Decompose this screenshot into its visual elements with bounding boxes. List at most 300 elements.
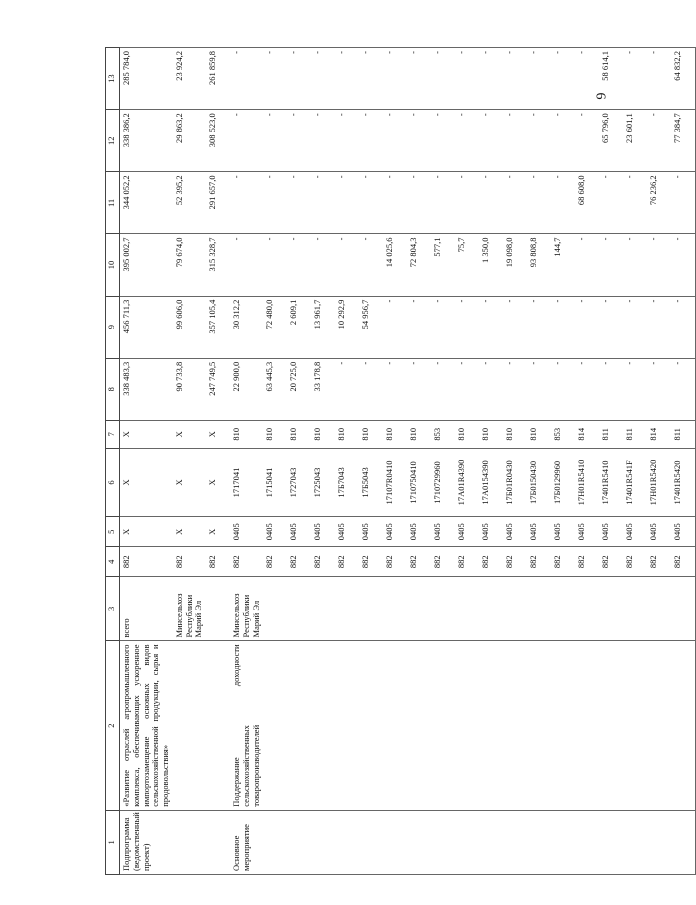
table-cell: 882 <box>455 547 479 577</box>
table-cell <box>383 641 407 810</box>
table-cell: 0405 <box>575 517 599 547</box>
table-cell <box>263 810 287 874</box>
table-cell: - <box>455 48 479 110</box>
rotated-page <box>105 47 683 875</box>
table-cell: 10 292,9 <box>335 296 359 358</box>
table-cell: - <box>551 172 575 234</box>
table-cell: 811 <box>623 420 647 448</box>
table-cell: 456 711,3 <box>120 296 173 358</box>
budget-table <box>105 47 696 875</box>
table-cell: Поддержание доходности сельскохозяйственных товаропроизводителей <box>230 641 263 810</box>
table-cell: - <box>335 48 359 110</box>
table-cell <box>383 810 407 874</box>
table-cell <box>311 810 335 874</box>
table-cell: - <box>575 110 599 172</box>
table-cell <box>407 810 431 874</box>
table-row <box>287 48 311 875</box>
table-cell: - <box>647 48 671 110</box>
table-cell: - <box>623 172 647 234</box>
table-cell: 17Б0150430 <box>527 448 551 517</box>
table-cell: 882 <box>503 547 527 577</box>
table-cell <box>173 810 206 874</box>
table-cell: 882 <box>206 547 230 577</box>
table-row <box>359 48 383 875</box>
table-cell: 247 749,5 <box>206 358 230 420</box>
table-cell: 0405 <box>359 517 383 547</box>
table-cell: 1717041 <box>230 448 263 517</box>
table-cell: - <box>287 48 311 110</box>
table-cell: 17107R0410 <box>383 448 407 517</box>
table-cell <box>551 577 575 641</box>
table-cell: 90 733,8 <box>173 358 206 420</box>
table-row <box>671 48 696 875</box>
table-cell <box>671 810 696 874</box>
table-cell: - <box>671 296 696 358</box>
table-row <box>335 48 359 875</box>
table-cell: - <box>623 48 647 110</box>
table-cell <box>503 810 527 874</box>
table-cell <box>263 577 287 641</box>
table-cell: - <box>503 172 527 234</box>
table-cell: - <box>551 296 575 358</box>
column-header: 11 <box>106 172 120 234</box>
table-cell: 853 <box>431 420 455 448</box>
table-cell: - <box>383 48 407 110</box>
table-row <box>575 48 599 875</box>
table-cell: 0405 <box>455 517 479 547</box>
table-cell: - <box>527 172 551 234</box>
table-cell: 33 178,8 <box>311 358 335 420</box>
table-cell: - <box>551 110 575 172</box>
table-cell: 810 <box>263 420 287 448</box>
table-cell <box>647 577 671 641</box>
table-cell <box>335 810 359 874</box>
table-cell: - <box>671 172 696 234</box>
table-cell <box>527 577 551 641</box>
table-cell: - <box>623 358 647 420</box>
table-cell: - <box>455 358 479 420</box>
table-cell: - <box>335 172 359 234</box>
table-cell: - <box>599 234 623 296</box>
column-header: 12 <box>106 110 120 172</box>
table-row <box>383 48 407 875</box>
table-cell: 810 <box>407 420 431 448</box>
table-cell <box>455 810 479 874</box>
table-cell: 13 961,7 <box>311 296 335 358</box>
table-cell <box>287 810 311 874</box>
table-cell <box>599 810 623 874</box>
table-cell: 315 328,7 <box>206 234 230 296</box>
table-cell: - <box>479 358 503 420</box>
table-cell <box>311 577 335 641</box>
table-cell: 810 <box>479 420 503 448</box>
table-cell: 0405 <box>335 517 359 547</box>
table-cell <box>623 641 647 810</box>
table-row <box>206 48 230 875</box>
table-cell: 17401R5420 <box>671 448 696 517</box>
table-cell: - <box>455 110 479 172</box>
table-cell: 811 <box>671 420 696 448</box>
table-cell: X <box>120 448 173 517</box>
table-cell: - <box>263 172 287 234</box>
table-cell: - <box>359 234 383 296</box>
table-cell: 291 657,0 <box>206 172 230 234</box>
table-cell: 882 <box>671 547 696 577</box>
table-cell <box>455 641 479 810</box>
table-row <box>230 48 263 875</box>
table-cell: 882 <box>479 547 503 577</box>
table-cell: 72 804,3 <box>407 234 431 296</box>
table-cell: - <box>359 358 383 420</box>
table-cell: X <box>173 420 206 448</box>
table-cell: 17Б5043 <box>359 448 383 517</box>
table-cell: X <box>173 448 206 517</box>
table-cell: 17А01R4390 <box>455 448 479 517</box>
table-cell: - <box>287 234 311 296</box>
table-cell: Подпрограмма (ведомственный проект) <box>120 810 173 874</box>
table-cell: 344 052,2 <box>120 172 173 234</box>
table-cell: 63 445,3 <box>263 358 287 420</box>
table-cell: 338 386,2 <box>120 110 173 172</box>
table-cell: - <box>647 358 671 420</box>
table-cell <box>407 577 431 641</box>
table-cell: - <box>383 296 407 358</box>
table-cell: - <box>359 110 383 172</box>
table-cell: 0405 <box>623 517 647 547</box>
table-cell <box>206 641 230 810</box>
table-cell: 0405 <box>647 517 671 547</box>
table-cell: - <box>311 234 335 296</box>
table-cell <box>599 641 623 810</box>
table-cell <box>551 810 575 874</box>
table-cell: 54 956,7 <box>359 296 383 358</box>
table-cell <box>431 810 455 874</box>
table-cell: - <box>335 110 359 172</box>
table-cell: 810 <box>359 420 383 448</box>
table-cell: - <box>527 110 551 172</box>
table-cell: - <box>575 296 599 358</box>
table-cell <box>407 641 431 810</box>
table-cell: Минсельхоз Республики Марий Эл <box>173 577 206 641</box>
table-cell <box>359 641 383 810</box>
table-cell: 0405 <box>230 517 263 547</box>
table-row <box>431 48 455 875</box>
table-cell: - <box>263 48 287 110</box>
table-cell: 0405 <box>383 517 407 547</box>
table-cell: 308 523,0 <box>206 110 230 172</box>
table-cell: 77 384,7 <box>671 110 696 172</box>
table-cell: - <box>407 110 431 172</box>
table-cell: - <box>551 48 575 110</box>
table-cell: X <box>173 517 206 547</box>
table-cell: 29 863,2 <box>173 110 206 172</box>
table-cell: 882 <box>359 547 383 577</box>
table-cell: 810 <box>311 420 335 448</box>
table-cell: 882 <box>383 547 407 577</box>
table-cell: - <box>527 296 551 358</box>
table-row <box>173 48 206 875</box>
table-cell: 882 <box>575 547 599 577</box>
table-cell: - <box>599 296 623 358</box>
table-cell: - <box>335 358 359 420</box>
table-cell: - <box>623 234 647 296</box>
table-cell <box>503 641 527 810</box>
table-row <box>647 48 671 875</box>
table-cell: 882 <box>599 547 623 577</box>
table-cell: - <box>230 172 263 234</box>
table-cell: - <box>230 110 263 172</box>
table-cell: - <box>263 234 287 296</box>
table-cell: - <box>407 172 431 234</box>
column-header: 7 <box>106 420 120 448</box>
table-cell: - <box>647 110 671 172</box>
table-cell: 76 236,2 <box>647 172 671 234</box>
table-cell: - <box>479 172 503 234</box>
table-cell <box>287 577 311 641</box>
table-cell: - <box>431 48 455 110</box>
table-cell: 58 614,1 <box>599 48 623 110</box>
table-cell: 19 098,0 <box>503 234 527 296</box>
table-cell: 64 832,2 <box>671 48 696 110</box>
table-row <box>407 48 431 875</box>
table-row <box>263 48 287 875</box>
table-cell: 23 924,2 <box>173 48 206 110</box>
table-cell: 68 608,0 <box>575 172 599 234</box>
table-cell: 1727043 <box>287 448 311 517</box>
table-cell <box>671 641 696 810</box>
table-cell: - <box>671 358 696 420</box>
table-cell: 577,1 <box>431 234 455 296</box>
table-cell: - <box>599 172 623 234</box>
table-cell: 882 <box>647 547 671 577</box>
table-cell: - <box>527 48 551 110</box>
table-cell: 882 <box>623 547 647 577</box>
table-cell: X <box>206 448 230 517</box>
table-cell: - <box>575 48 599 110</box>
table-cell: - <box>311 172 335 234</box>
table-cell: 75,7 <box>455 234 479 296</box>
table-cell: 17Н01R5420 <box>647 448 671 517</box>
table-cell: 261 859,8 <box>206 48 230 110</box>
table-cell: 357 105,4 <box>206 296 230 358</box>
table-cell: - <box>647 296 671 358</box>
table-cell: 93 808,8 <box>527 234 551 296</box>
table-cell <box>479 810 503 874</box>
table-row <box>503 48 527 875</box>
table-cell: - <box>431 172 455 234</box>
table-cell: 0405 <box>551 517 575 547</box>
table-cell: 17Н01R5410 <box>575 448 599 517</box>
table-row <box>551 48 575 875</box>
table-cell: - <box>287 110 311 172</box>
table-cell: 17401R541F <box>623 448 647 517</box>
table-cell: 22 900,0 <box>230 358 263 420</box>
table-cell: - <box>479 296 503 358</box>
table-cell: 814 <box>575 420 599 448</box>
table-cell: 882 <box>173 547 206 577</box>
table-cell: 17401R5410 <box>599 448 623 517</box>
table-cell <box>431 641 455 810</box>
table-cell <box>455 577 479 641</box>
table-cell: - <box>383 358 407 420</box>
table-cell: 30 312,2 <box>230 296 263 358</box>
table-row <box>599 48 623 875</box>
table-cell: - <box>431 358 455 420</box>
table-body <box>120 48 696 875</box>
table-cell: 810 <box>287 420 311 448</box>
table-cell: 1725043 <box>311 448 335 517</box>
table-cell: - <box>647 234 671 296</box>
table-cell: - <box>575 234 599 296</box>
table-cell: 811 <box>599 420 623 448</box>
table-cell: 17Б7043 <box>335 448 359 517</box>
table-cell: 810 <box>455 420 479 448</box>
table-cell: - <box>479 110 503 172</box>
table-cell: 882 <box>263 547 287 577</box>
table-cell: 810 <box>335 420 359 448</box>
table-cell: 1710750410 <box>407 448 431 517</box>
table-cell: 882 <box>311 547 335 577</box>
table-cell: 882 <box>551 547 575 577</box>
table-row <box>120 48 173 875</box>
column-header: 1 <box>106 810 120 874</box>
table-cell: «Развитие отраслей агропромышленного комплекса, обеспечивающих ускоренное импортозамещение основных видов сельскохозяйственной продукции, сырья и продовольствия» <box>120 641 173 810</box>
table-cell: - <box>335 234 359 296</box>
table-cell: 882 <box>335 547 359 577</box>
table-cell <box>383 577 407 641</box>
table-cell: 2 609,1 <box>287 296 311 358</box>
table-header <box>106 48 120 875</box>
column-header: 5 <box>106 517 120 547</box>
table-cell: 810 <box>383 420 407 448</box>
table-cell: - <box>671 234 696 296</box>
table-cell: Минсельхоз Республики Марий Эл <box>230 577 263 641</box>
table-cell: 1 350,0 <box>479 234 503 296</box>
table-cell: - <box>359 48 383 110</box>
column-header: 8 <box>106 358 120 420</box>
table-cell: - <box>455 296 479 358</box>
table-cell: 814 <box>647 420 671 448</box>
table-cell: 882 <box>120 547 173 577</box>
table-cell: 0405 <box>287 517 311 547</box>
column-header: 2 <box>106 641 120 810</box>
table-row <box>311 48 335 875</box>
table-cell: 17Б0129960 <box>551 448 575 517</box>
table-cell: X <box>120 420 173 448</box>
table-cell <box>623 577 647 641</box>
table-cell: 810 <box>230 420 263 448</box>
table-cell: 0405 <box>431 517 455 547</box>
column-header: 9 <box>106 296 120 358</box>
table-cell: 23 601,1 <box>623 110 647 172</box>
table-cell: - <box>311 110 335 172</box>
table-cell: - <box>407 48 431 110</box>
table-cell: 338 483,3 <box>120 358 173 420</box>
table-cell: 882 <box>527 547 551 577</box>
table-row <box>527 48 551 875</box>
table-cell <box>263 641 287 810</box>
table-cell <box>359 810 383 874</box>
table-cell <box>287 641 311 810</box>
table-cell: 1715041 <box>263 448 287 517</box>
table-cell <box>575 810 599 874</box>
table-cell: - <box>503 110 527 172</box>
table-cell <box>206 810 230 874</box>
table-cell: 14 025,6 <box>383 234 407 296</box>
table-cell <box>599 577 623 641</box>
table-cell: 144,7 <box>551 234 575 296</box>
table-cell <box>431 577 455 641</box>
table-cell: 20 725,0 <box>287 358 311 420</box>
table-cell: - <box>503 48 527 110</box>
table-cell: 79 674,0 <box>173 234 206 296</box>
table-cell <box>479 577 503 641</box>
table-cell: 0405 <box>263 517 287 547</box>
table-cell <box>173 641 206 810</box>
table-cell: 810 <box>527 420 551 448</box>
table-cell: - <box>527 358 551 420</box>
table-cell: X <box>120 517 173 547</box>
table-cell: X <box>206 420 230 448</box>
table-cell: - <box>263 110 287 172</box>
table-cell: - <box>407 358 431 420</box>
table-cell: - <box>383 110 407 172</box>
table-cell: 0405 <box>407 517 431 547</box>
table-cell: 0405 <box>527 517 551 547</box>
table-cell: 0405 <box>311 517 335 547</box>
table-cell: X <box>206 517 230 547</box>
table-cell: 853 <box>551 420 575 448</box>
table-cell <box>479 641 503 810</box>
table-cell: - <box>383 172 407 234</box>
table-cell: - <box>287 172 311 234</box>
table-cell: 810 <box>503 420 527 448</box>
table-cell <box>311 641 335 810</box>
table-cell: - <box>503 358 527 420</box>
table-cell <box>551 641 575 810</box>
table-cell: 882 <box>407 547 431 577</box>
table-cell <box>335 641 359 810</box>
column-header: 3 <box>106 577 120 641</box>
table-cell: - <box>407 296 431 358</box>
table-cell: 0405 <box>599 517 623 547</box>
column-header: 4 <box>106 547 120 577</box>
table-cell: - <box>431 110 455 172</box>
table-cell: - <box>503 296 527 358</box>
page-number: 6 <box>592 92 608 100</box>
table-cell <box>335 577 359 641</box>
table-cell: - <box>455 172 479 234</box>
table-cell: - <box>359 172 383 234</box>
column-header: 13 <box>106 48 120 110</box>
table-cell: 72 480,0 <box>263 296 287 358</box>
table-cell <box>647 641 671 810</box>
table-cell <box>575 641 599 810</box>
table-cell: 0405 <box>503 517 527 547</box>
table-cell: 285 784,0 <box>120 48 173 110</box>
table-cell <box>527 641 551 810</box>
table-cell <box>359 577 383 641</box>
table-cell: - <box>623 296 647 358</box>
table-cell: 1710729960 <box>431 448 455 517</box>
table-cell: 0405 <box>671 517 696 547</box>
table-cell: 52 395,2 <box>173 172 206 234</box>
table-row <box>479 48 503 875</box>
table-cell: 17Б01R0430 <box>503 448 527 517</box>
table-cell: Основное мероприятие <box>230 810 263 874</box>
table-cell: 99 606,0 <box>173 296 206 358</box>
table-cell: - <box>230 234 263 296</box>
